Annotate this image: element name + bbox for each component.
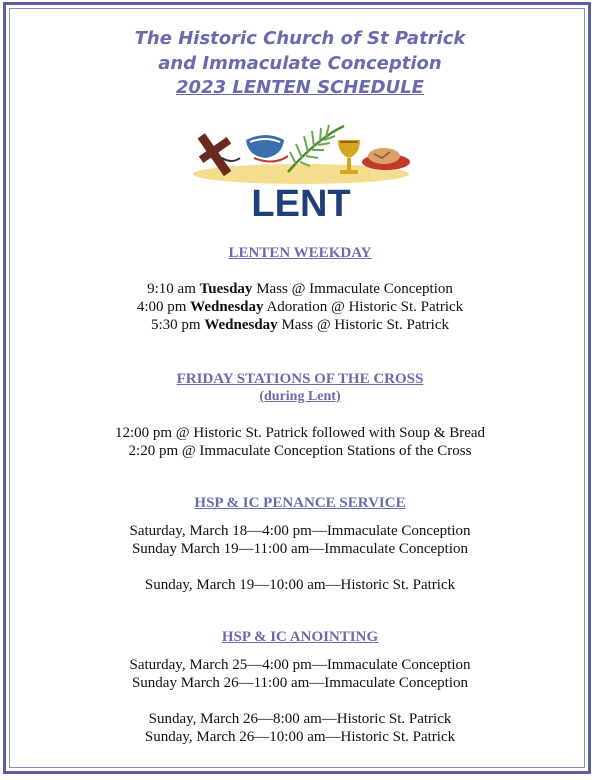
weekday-time: 9:10 am [147, 281, 196, 297]
title-line-2: and Immaculate Conception [158, 53, 442, 74]
anointing-item: Sunday March 26—11:00 am—Immaculate Conception [131, 675, 469, 691]
logo-text: LENT [251, 183, 351, 222]
penance-heading: HSP & IC PENANCE SERVICE [194, 495, 406, 511]
weekday-desc: Adoration @ Historic St. Patrick [266, 299, 464, 315]
stations-item: 12:00 pm @ Historic St. Patrick followed with Soup & Bread [114, 425, 486, 441]
weekday-time: 4:00 pm [136, 299, 187, 315]
weekday-day: Wednesday [190, 299, 264, 315]
weekday-heading: LENTEN WEEKDAY [228, 245, 372, 261]
bowl-icon [246, 135, 288, 162]
weekday-item [0, 298, 600, 316]
anointing-item: Sunday, March 26—8:00 am—Historic St. Patrick [148, 711, 452, 727]
penance-item: Sunday March 19—11:00 am—Immaculate Conception [131, 541, 469, 557]
anointing-heading: HSP & IC ANOINTING [221, 629, 379, 645]
lent-logo [188, 118, 414, 222]
bread-icon [362, 148, 410, 170]
penance-item: Saturday, March 18—4:00 pm—Immaculate Conception [129, 523, 471, 539]
weekday-time: 5:30 pm [150, 317, 201, 333]
stations-heading: FRIDAY STATIONS OF THE CROSS [176, 371, 424, 387]
anointing-item: Sunday, March 26—10:00 am—Historic St. Patrick [144, 729, 456, 745]
title-line-3: 2023 LENTEN SCHEDULE [176, 77, 424, 98]
weekday-item [0, 280, 600, 298]
penance-item: Sunday, March 19—10:00 am—Historic St. Patrick [144, 577, 456, 593]
weekday-desc: Mass @ Immaculate Conception [256, 281, 453, 297]
weekday-desc: Mass @ Historic St. Patrick [281, 317, 449, 333]
weekday-item [0, 316, 600, 334]
anointing-item: Saturday, March 25—4:00 pm—Immaculate Conception [129, 657, 471, 673]
weekday-day: Tuesday [199, 281, 253, 297]
stations-subheading: (during Lent) [259, 389, 341, 404]
stations-item: 2:20 pm @ Immaculate Conception Stations of the Cross [128, 443, 472, 459]
title-line-1: The Historic Church of St Patrick [134, 28, 466, 49]
weekday-day: Wednesday [204, 317, 278, 333]
